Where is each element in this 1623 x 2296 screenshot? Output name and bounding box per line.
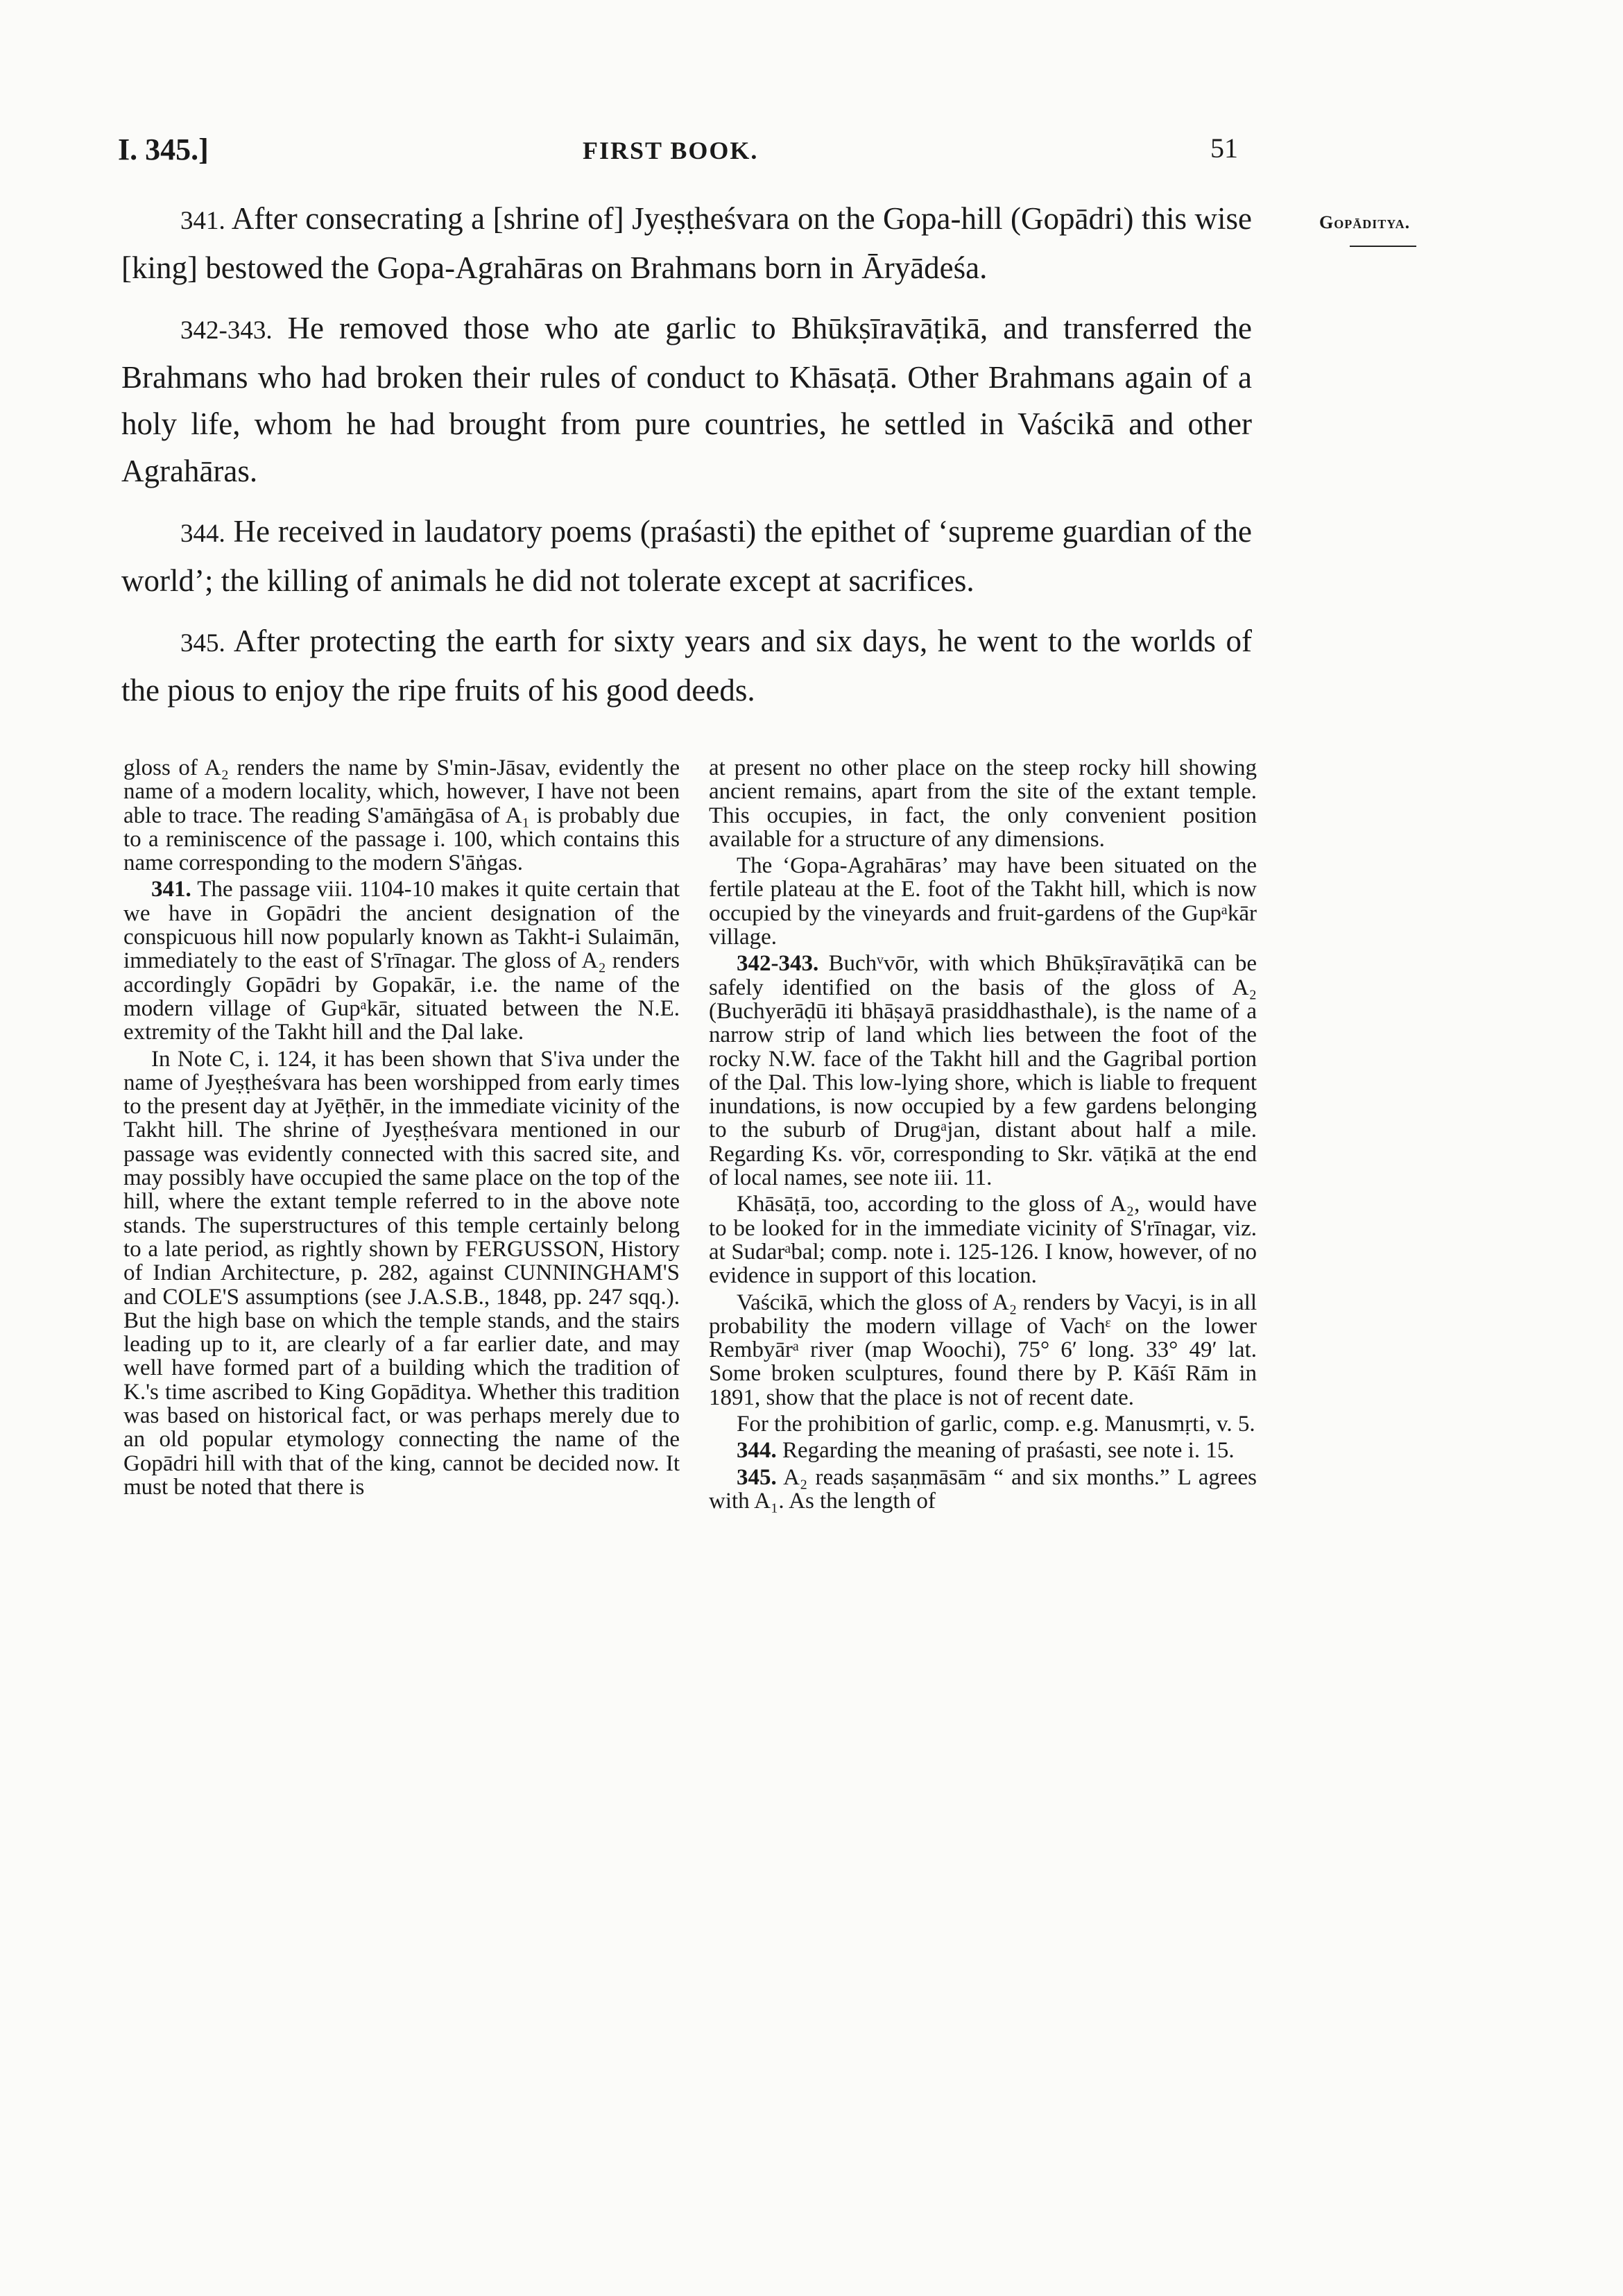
margin-note: Gopāditya. (1319, 212, 1411, 232)
verse-text: After protecting the earth for sixty years and six days, he went to the worlds of the pious to enjoy the ripe fruits of his good deeds. (121, 624, 1252, 708)
page-header (0, 132, 1623, 173)
note-text: at present no other place on the steep rocky hill showing ancient remains, apart from the site of the extant temple. This occupies, in fact, the only convenient position available for a structure of any dimensions. (709, 755, 1257, 852)
note-paragraph (709, 1291, 1257, 1410)
note-paragraph (709, 1466, 1257, 1514)
verse-number: 342-343. (180, 316, 273, 345)
verse-paragraph (121, 305, 1252, 495)
note-paragraph (709, 952, 1257, 1190)
notes-column-left (123, 756, 680, 1502)
verse-paragraph (121, 508, 1252, 604)
note-paragraph (709, 854, 1257, 949)
note-number: 345. (737, 1464, 777, 1490)
note-text: Khāsāṭā, too, according to the gloss of A₂, would have to be looked for in the immediate vicinity of S'rīnagar, viz. at Sudarᵃbal; comp. note i. 125-126. I know, however, of no evidence in support of this location. (709, 1192, 1257, 1289)
verse-number: 344. (180, 520, 225, 548)
verse-paragraph (121, 196, 1252, 291)
note-text: A₂ reads saṣaṇmāsām “ and six months.” L agrees with A₁. As the length of (709, 1464, 1257, 1514)
verse-text: He removed those who ate garlic to Bhūkṣīravāṭikā, and transferred the Brahmans who had broken their rules of conduct to Khāsaṭā. Other Brahmans again of a holy life, whom he had brought from pure countries, he settled in Vaścikā and other Agrahāras. (121, 311, 1252, 488)
verse-number: 341. (180, 207, 225, 235)
note-text: The passage viii. 1104-10 makes it quite certain that we have in Gopādri the ancient designation of the conspicuous hill now popularly known as Takht-i Sulaimān, immediately to the east of S'rīnagar. The gloss of A₂ renders accordingly Gopādri by Gopakār, i.e. the name of the modern village of Gupᵃkār, situated between the N.E. extremity of the Takht hill and the Ḍal lake. (123, 877, 680, 1045)
verse-number: 345. (180, 629, 225, 658)
note-text: Vaścikā, which the gloss of A₂ renders by Vacyi, is in all probability the modern village of Vachᵋ on the lower Rembyārᵃ river (map Woochi), 75° 6′ long. 33° 49′ lat. Some broken sculptures, found there by P. Kāśī Rām in 1891, show that the place is not of recent date. (709, 1290, 1257, 1410)
note-paragraph (123, 877, 680, 1044)
verse-paragraph (121, 618, 1252, 714)
margin-rule (1350, 246, 1416, 247)
note-number: 344. (737, 1438, 777, 1464)
note-text: The ‘Gopa-Agrahāras’ may have been situated on the fertile plateau at the E. foot of the Takht hill, which is now occupied by the vineyards and fruit-gardens of the Gupᵃkār village. (709, 853, 1257, 950)
note-paragraph (123, 1047, 680, 1500)
verse-text: After consecrating a [shrine of] Jyeṣṭheśvara on the Gopa-hill (Gopādri) this wise [king] bestowed the Gopa-Agrahāras on Brahmans born in Āryādeśa. (121, 201, 1252, 285)
note-paragraph (709, 1412, 1257, 1436)
note-text: For the prohibition of garlic, comp. e.g. Manusmṛti, v. 5. (737, 1412, 1255, 1437)
note-text: Buchᵛvōr, with which Bhūkṣīravāṭikā can be safely identified on the basis of the gloss of A₂ (Buchyerāḍū iti bhāṣayā prasiddhasthale), is the name of a narrow strip of land which lies between the foot of the rocky N.W. face of the Takht hill and the Gagribal portion of the Ḍal. This low-lying shore, which is liable to frequent inundations, is now occupied by a few gardens belonging to the suburb of Drugᵃjan, distant about half a mile. Regarding Ks. vōr, corresponding to Skr. vāṭikā at the end of local names, see note iii. 11. (709, 951, 1257, 1191)
main-translation (121, 196, 1252, 728)
section-reference: I. 345.] (118, 132, 209, 166)
note-number: 342-343. (737, 951, 819, 977)
running-title: FIRST BOOK. (583, 137, 759, 164)
note-paragraph (709, 1192, 1257, 1287)
note-text: gloss of A₂ renders the name by S'min-Jāsav, evidently the name of a modern locality, which, however, I have not been able to trace. The reading S'amāṅgāsa of A₁ is probably due to a reminiscence of the passage i. 100, which contains this name corresponding to the modern S'āṅgas. (123, 755, 680, 876)
notes-column-right (709, 756, 1257, 1516)
note-paragraph (123, 756, 680, 875)
page-number: 51 (1210, 132, 1238, 164)
note-text: In Note C, i. 124, it has been shown that S'iva under the name of Jyeṣṭheśvara has been worshipped from early times to the present day at Jyēṭhēr, in the immediate vicinity of the Takht hill. The shrine of Jyeṣṭheśvara mentioned in our passage was evidently connected with this sacred site, and may possibly have occupied the same place on the top of the hill, where the extant temple referred to in the above note stands. The superstructures of this temple certainly belong to a late period, as rightly shown by FERGUSSON, History of Indian Architecture, p. 282, against CUNNINGHAM'S and COLE'S assumptions (see J.A.S.B., 1848, pp. 247 sqq.). But the high base on which the temple stands, and the stairs leading up to it, are clearly of a far earlier date, and may well have formed part of a building which the tradition of K.'s time ascribed to King Gopāditya. Whether this tradition was based on historical fact, or was perhaps merely due to an old popular etymology connecting the name of the Gopādri hill with that of the king, cannot be decided now. It must be noted that there is (123, 1046, 680, 1500)
note-number: 341. (151, 877, 191, 902)
note-paragraph (709, 1439, 1257, 1462)
verse-text: He received in laudatory poems (praśasti) the epithet of ‘supreme guardian of the world’; the killing of animals he did not tolerate except at sacrifices. (121, 514, 1253, 598)
note-text: Regarding the meaning of praśasti, see note i. 15. (782, 1438, 1235, 1464)
note-paragraph (709, 756, 1257, 851)
